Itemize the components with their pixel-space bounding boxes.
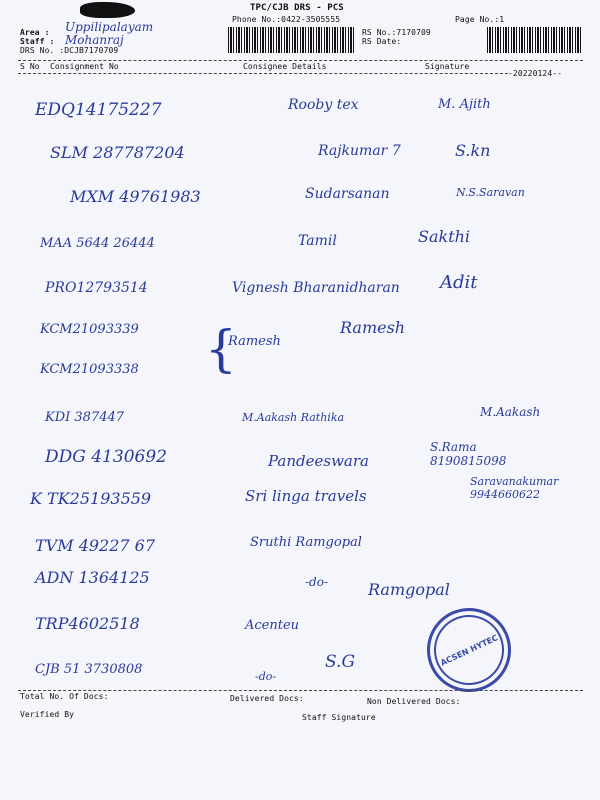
- staff-value: Mohanraj: [65, 33, 124, 47]
- delivered-docs-label: Delivered Docs:: [230, 694, 304, 703]
- barcode-left: [228, 27, 356, 53]
- total-docs-label: Total No. Of Docs:: [20, 692, 109, 701]
- consignee-name: Ramesh: [228, 334, 281, 349]
- consignment-no: K TK25193559: [30, 489, 152, 508]
- consignment-no: CJB 51 3730808: [35, 662, 143, 677]
- drs-line: [20, 46, 118, 55]
- consignment-no: DDG 4130692: [45, 447, 167, 467]
- staff-signature-label: Staff Signature: [302, 713, 376, 722]
- consignment-no: PRO12793514: [45, 280, 148, 296]
- rs-no-line: [362, 28, 431, 37]
- page-no-value: 1: [499, 15, 505, 24]
- consignee-name: -do-: [255, 670, 277, 683]
- drs-label: DRS No. :: [20, 46, 65, 55]
- consignee-name: Sudarsanan: [305, 186, 390, 202]
- signature: S.G: [325, 652, 356, 672]
- consignee-name: -do-: [305, 575, 329, 589]
- barcode-right: [487, 27, 583, 53]
- page-no-line: [455, 15, 504, 24]
- consignee-name: Vignesh Bharanidharan: [232, 280, 400, 296]
- col-consignee: Consignee Details: [243, 62, 327, 71]
- stamp-text: ACSEN HYTEC: [438, 632, 500, 668]
- col-signature: Signature: [425, 62, 470, 71]
- non-delivered-docs-label: Non Delivered Docs:: [367, 697, 461, 706]
- consignee-name: M.Aakash Rathika: [242, 411, 345, 424]
- col-consignment: Consignment No: [50, 62, 119, 71]
- consignment-no: KDI 387447: [45, 410, 125, 425]
- staff-label: Staff :: [20, 37, 55, 46]
- col-sno: S No: [20, 62, 40, 71]
- page-no-label: Page No.:: [455, 15, 500, 24]
- ink-blot: [80, 2, 135, 18]
- consignment-no: EDQ14175227: [35, 100, 162, 120]
- consignee-name: Sruthi Ramgopal: [250, 535, 362, 550]
- signature: Saravanakumar 9944660622: [470, 475, 559, 501]
- consignment-no: KCM21093338: [40, 362, 139, 377]
- rs-no-value: 7170709: [396, 28, 431, 37]
- verified-by-label: Verified By: [20, 710, 75, 719]
- consignee-name: Rooby tex: [288, 97, 359, 113]
- signature: Ramgopal: [368, 580, 450, 599]
- signature: S.Rama 8190815098: [430, 440, 507, 468]
- consignment-no: MAA 5644 26444: [40, 236, 155, 251]
- document-title: TPC/CJB DRS - PCS: [250, 3, 344, 13]
- footer-divider: [18, 690, 583, 691]
- rs-date-line: [362, 37, 401, 46]
- consignment-no: SLM 287787204: [50, 143, 185, 162]
- consignment-no: TRP4602518: [35, 614, 140, 633]
- rs-no-label: RS No.:: [362, 28, 397, 37]
- consignee-name: Acenteu: [245, 618, 300, 633]
- signature: Sakthi: [418, 227, 471, 246]
- drs-number: DCJB7170709: [64, 46, 119, 55]
- consignment-no: TVM 49227 67: [35, 536, 156, 555]
- rs-date-label: RS Date:: [362, 37, 402, 46]
- phone-number: 0422-3505555: [281, 15, 341, 24]
- col-date: -20220124--: [508, 69, 563, 78]
- signature: Adit: [440, 272, 478, 293]
- area-label: Area :: [20, 28, 50, 37]
- signature: S.kn: [455, 141, 491, 160]
- consignee-name: Tamil: [298, 233, 337, 249]
- consignee-name: Sri linga travels: [245, 487, 367, 505]
- consignment-no: ADN 1364125: [35, 568, 150, 587]
- phone-line: [232, 15, 340, 24]
- signature: M.Aakash: [480, 405, 541, 419]
- consignee-name: Pandeeswara: [268, 452, 369, 470]
- consignment-no: MXM 49761983: [70, 187, 201, 206]
- bracket-mark: {: [205, 320, 237, 378]
- signature: Ramesh: [340, 318, 406, 337]
- area-value: Uppilipalayam: [65, 20, 154, 34]
- header-divider-bottom: [18, 73, 508, 74]
- consignee-name: Rajkumar 7: [318, 143, 401, 159]
- signature: N.S.Saravan: [456, 186, 525, 199]
- phone-label: Phone No.:: [232, 15, 282, 24]
- signature: M. Ajith: [438, 97, 491, 112]
- consignment-no: KCM21093339: [40, 322, 139, 337]
- header-divider-top: [18, 60, 583, 61]
